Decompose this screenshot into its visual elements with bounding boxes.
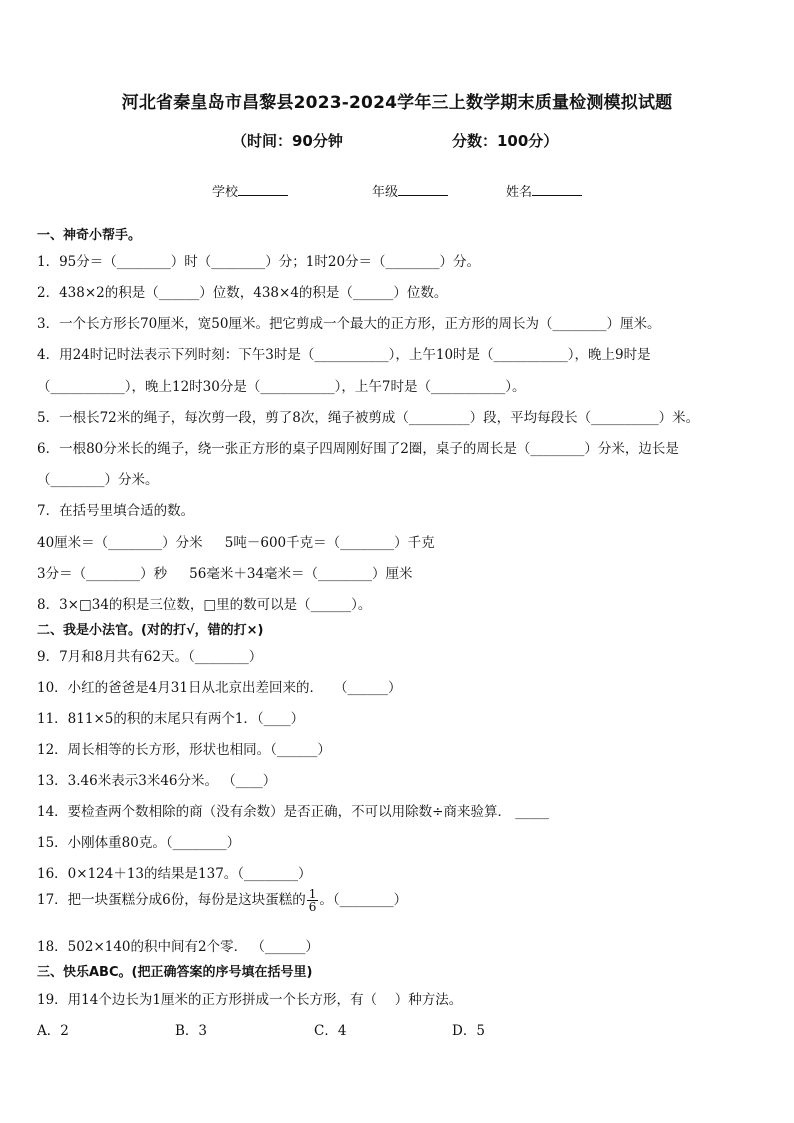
question-11: 11．811×5的积的末尾只有两个1．（____） [37, 711, 305, 727]
question-4-line-2: （___________），晚上12时30分是（___________），上午7时是（___________）。 [37, 379, 526, 395]
question-13: 13．3.46米表示3米46分米。 （____） [37, 773, 277, 789]
question-10: 10．小红的爸爸是4月31日从北京出差回来的． （______） [37, 680, 402, 696]
question-2: 2．438×2的积是（______）位数，438×4的积是（______）位数。 [37, 285, 448, 301]
question-8: 8．3×□34的积是三位数，□里的数可以是（______）。 [37, 597, 372, 613]
question-18: 18．502×140的积中间有2个零． （______） [37, 939, 319, 955]
name-blank [532, 183, 582, 196]
fraction-denominator: 6 [308, 900, 317, 914]
question-5: 5．一根长72米的绳子，每次剪一段，剪了8次，绳子被剪成（_________）段，平均每段长（__________）米。 [37, 410, 700, 426]
question-7: 7．在括号里填合适的数。 [37, 503, 195, 519]
question-6-line-1: 6．一根80分米长的绳子，绕一张正方形的桌子四周刚好围了2圈，桌子的周长是（________）分米，边长是 [37, 441, 679, 457]
question-17-text: 17．把一块蛋糕分成6份，每份是这块蛋糕的 [37, 892, 306, 908]
question-3: 3．一个长方形长70厘米，宽50厘米。把它剪成一个最大的正方形，正方形的周长为（________）厘米。 [37, 316, 661, 332]
question-16: 16．0×124＋13的结果是137。（________） [37, 866, 312, 882]
name-label: 姓名 [506, 185, 533, 200]
question-17-tail: 。（________） [319, 892, 408, 908]
fraction-one-sixth [307, 888, 319, 913]
grade-label: 年级 [372, 185, 399, 200]
section-3-heading: 三、快乐ABC。(把正确答案的序号填在括号里) [37, 965, 313, 980]
option-a: A．2 [37, 1023, 69, 1039]
question-1: 1．95分＝（________）时（________）分；1时20分＝（________）分。 [37, 254, 481, 270]
question-6-line-2: （________）分米。 [37, 472, 159, 488]
section-1-heading: 一、神奇小帮手。 [37, 228, 142, 243]
question-7-row-1: 40厘米＝（________）分米 5吨－600千克＝（________）千克 [37, 535, 435, 551]
fraction-numerator: 1 [308, 887, 317, 901]
question-9: 9．7月和8月共有62天。（________） [37, 649, 263, 665]
school-label: 学校 [212, 185, 239, 200]
question-17 [37, 888, 407, 913]
grade-field [372, 181, 448, 200]
question-4-line-1: 4．用24时记时法表示下列时刻：下午3时是（___________），上午10时是（___________），晚上9时是 [37, 347, 651, 363]
question-15: 15．小刚体重80克。（________） [37, 835, 241, 851]
school-blank [238, 183, 288, 196]
option-d: D．5 [452, 1023, 485, 1039]
page-title: 河北省秦皇岛市昌黎县2023-2024学年三上数学期末质量检测模拟试题 [121, 93, 673, 113]
exam-time: （时间：90分钟 [232, 132, 343, 150]
question-14: 14．要检查两个数相除的商（没有余数）是否正确，不可以用除数÷商来验算． _____ [37, 804, 550, 820]
question-12: 12．周长相等的长方形，形状也相同。（______） [37, 742, 331, 758]
question-7-row-2: 3分＝（________）秒 56毫米＋34毫米＝（________）厘米 [37, 566, 413, 582]
name-field [506, 181, 582, 200]
option-b: B．3 [175, 1023, 208, 1039]
school-field [212, 181, 288, 200]
grade-blank [398, 183, 448, 196]
option-c: C．4 [314, 1023, 347, 1039]
section-2-heading: 二、我是小法官。(对的打√，错的打×) [37, 623, 264, 638]
question-19: 19．用14个边长为1厘米的正方形拼成一个长方形，有（ ）种方法。 [37, 992, 463, 1008]
exam-score: 分数：100分） [452, 132, 559, 150]
